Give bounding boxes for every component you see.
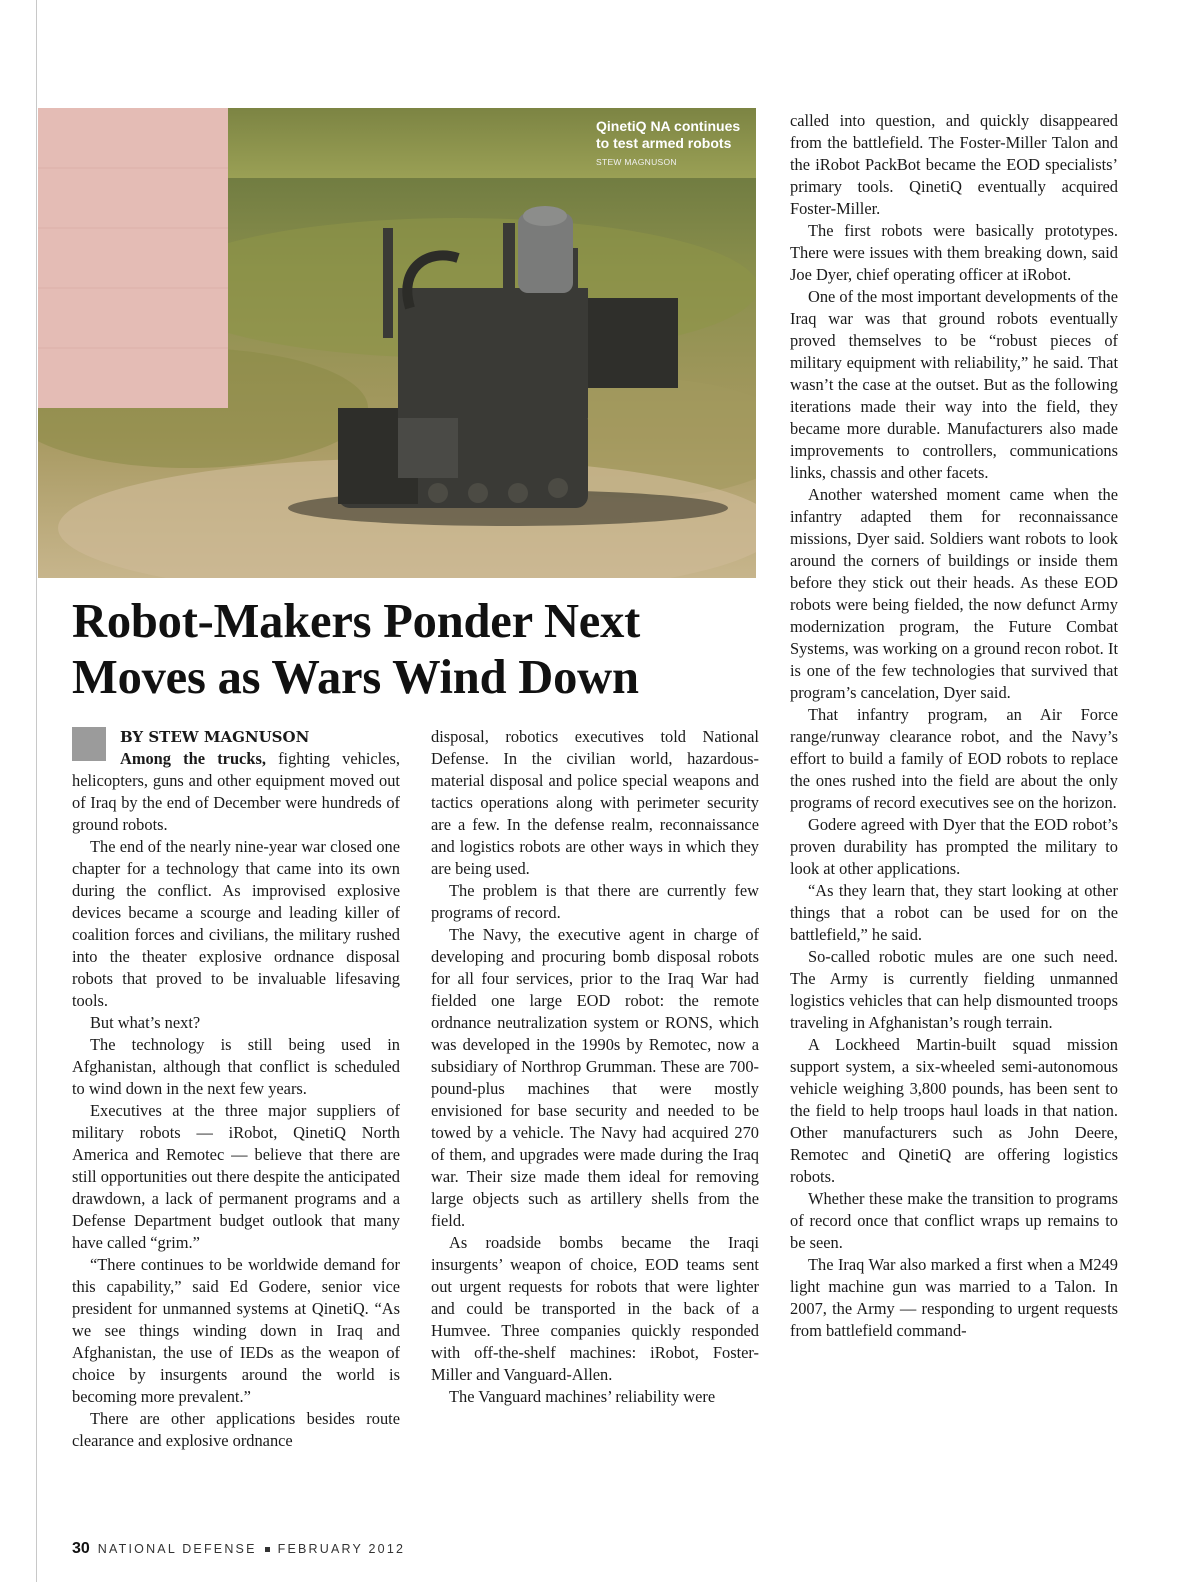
paragraph: But what’s next? [90, 1013, 201, 1032]
page-number: 30 [72, 1540, 90, 1557]
paragraph: The first robots were basically prototypes. There were issues with them breaking down, said Joe Dyer, chief operating officer at iRobot. [790, 221, 1118, 284]
paragraph: The Vanguard machines’ reliability were [449, 1387, 716, 1406]
lead-text: fighting vehicles, helicopters, guns and other equipment moved out of Iraq by the end of December were hundreds of ground robots. [72, 749, 400, 834]
issue-date: FEBRUARY 2012 [277, 1542, 406, 1556]
paragraph: called into question, and quickly disappeared from the battlefield. The Foster-Miller Talon and the iRobot PackBot became the EOD specialists’ primary tools. QinetiQ eventually acquired Foster-Miller. [790, 111, 1118, 218]
headline-line-1: Robot-Makers Ponder Next [72, 595, 641, 648]
paragraph: The end of the nearly nine-year war closed one chapter for a technology that came into its own during the conflict. As improvised explosive devices became a scourge and leading killer of coalition forces and civilians, the military rushed into the theater explosive ordnance disposal robots that proved to be invaluable lifesaving tools. [72, 837, 400, 1010]
paragraph: “As they learn that, they start looking at other things that a robot can be used for on the battlefield,” he said. [790, 881, 1118, 944]
article-column-2 [431, 726, 759, 1408]
lead-paragraph [72, 748, 400, 836]
paragraph: “There continues to be worldwide demand for this capability,” said Ed Godere, senior vice president for unmanned systems at QinetiQ. “As we see things winding down in Iraq and Afghanistan, the use of IEDs as the weapon of choice by insurgents around the world is becoming more prevalent.” [72, 1255, 400, 1406]
headline-line-2: Moves as Wars Wind Down [72, 651, 639, 704]
paragraph: As roadside bombs became the Iraqi insurgents’ weapon of choice, EOD teams sent out urgent requests for robots that were lighter and could be transported in the back of a Humvee. Three companies quickly responded with off-the-shelf machines: iRobot, Foster-Miller and Vanguard-Allen. [431, 1233, 759, 1384]
paragraph: disposal, robotics executives told National Defense. In the civilian world, hazardous-material disposal and police special weapons and tactics operations along with perimeter security are a few. In the defense realm, reconnaissance and logistics robots are other ways in which they are being used. [431, 727, 759, 878]
article-photo [38, 108, 756, 578]
paragraph: Another watershed moment came when the infantry adapted them for reconnaissance missions, Dyer said. Soldiers want robots to look around the corners of buildings or inside them before they stick out their heads. As these EOD robots were being fielded, the now defunct Army modernization program, the Future Combat Systems, was working on a ground recon robot. It is one of the few technologies that survived that program’s cancelation, Dyer said. [790, 485, 1118, 702]
paragraph: Executives at the three major suppliers of military robots — iRobot, QinetiQ North America and Remotec — believe that there are still opportunities out there despite the anticipated drawdown, a lack of permanent programs and a Defense Department budget outlook that many have called “grim.” [72, 1101, 400, 1252]
paragraph: One of the most important developments of the Iraq war was that ground robots eventually proved themselves to be “robust pieces of military equipment with reliability,” he said. That wasn’t the case at the outset. But as the following iterations made their way into the field, they became more durable. Manufacturers also made improvements to controllers, communications links, chassis and other facets. [790, 287, 1118, 482]
paragraph: The technology is still being used in Afghanistan, although that conflict is scheduled to wind down in the next few years. [72, 1035, 400, 1098]
paragraph: The problem is that there are currently few programs of record. [431, 881, 759, 922]
page-footer [72, 1540, 405, 1558]
photo-caption-title: QinetiQ NA continues to test armed robots [596, 118, 741, 151]
publication-name: NATIONAL DEFENSE [97, 1542, 257, 1556]
paragraph: A Lockheed Martin-built squad mission support system, a six-wheeled semi-autonomous vehicle weighing 3,800 pounds, has been sent to the field to help troops haul loads in that nation. Other manufacturers such as John Deere, Remotec and QinetiQ are offering logistics robots. [790, 1035, 1118, 1186]
article-column-1 [72, 726, 400, 1452]
paragraph: So-called robotic mules are one such need. The Army is currently fielding unmanned logistics vehicles that can help dismounted troops traveling in Afghanistan’s rough terrain. [790, 947, 1118, 1032]
headline [72, 594, 752, 706]
paragraph: Whether these make the transition to programs of record once that conflict wraps up remains to be seen. [790, 1189, 1118, 1252]
paragraph: That infantry program, an Air Force range/runway clearance robot, and the Navy’s effort to build a family of EOD robots to replace the ones rushed into the field are about the only programs of record executives see on the horizon. [790, 705, 1118, 812]
page-edge-rule [36, 0, 37, 1582]
byline: BY STEW MAGNUSON [120, 728, 310, 746]
lead-in: Among the trucks, [120, 749, 266, 768]
footer-separator [265, 1547, 270, 1552]
paragraph: The Iraq War also marked a first when a M249 light machine gun was married to a Talon. In 2007, the Army — responding to urgent requests from battlefield command- [790, 1255, 1118, 1340]
paragraph: Godere agreed with Dyer that the EOD robot’s proven durability has prompted the military to look at other applications. [790, 815, 1118, 878]
paragraph: There are other applications besides route clearance and explosive ordnance [72, 1409, 400, 1450]
article-column-3 [790, 110, 1118, 1342]
paragraph: The Navy, the executive agent in charge of developing and procuring bomb disposal robots for all four services, prior to the Iraq War had fielded one large EOD robot: the remote ordnance neutralization system or RONS, which was developed in the 1990s by Remotec, now a subsidiary of Northrop Grumman. These are 700-pound-plus machines that were mostly envisioned for base security and needed to be towed by a vehicle. The Navy had acquired 270 of them, and upgrades were made during the Iraq war. Their size made them ideal for removing large objects such as artillery shells from the field. [431, 925, 759, 1230]
photo-credit: STEW MAGNUSON [596, 157, 677, 167]
